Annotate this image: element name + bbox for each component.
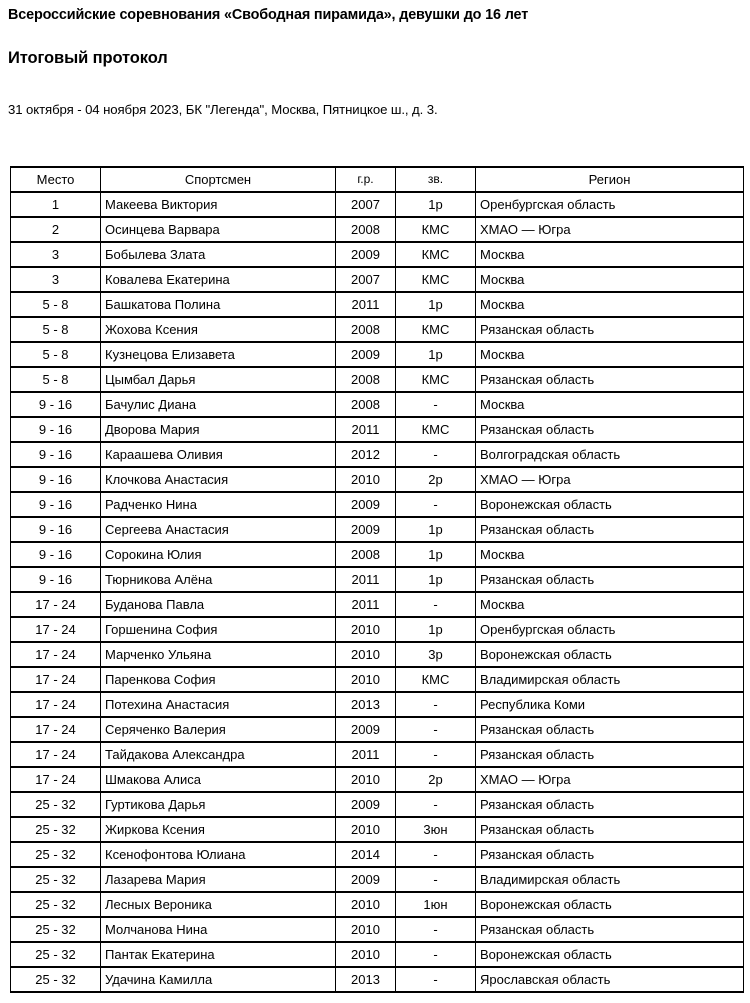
- cell-region: Рязанская область: [476, 417, 744, 442]
- cell-place: 5 - 8: [11, 342, 101, 367]
- cell-place: 17 - 24: [11, 667, 101, 692]
- table-row: [11, 442, 744, 467]
- cell-year: 2010: [336, 667, 396, 692]
- cell-rank: КМС: [396, 667, 476, 692]
- cell-year: 2007: [336, 267, 396, 292]
- cell-year: 2010: [336, 817, 396, 842]
- cell-year: 2010: [336, 892, 396, 917]
- cell-athlete: Бобылева Злата: [101, 242, 336, 267]
- cell-region: Рязанская область: [476, 742, 744, 767]
- table-row: [11, 367, 744, 392]
- cell-athlete: Пантак Екатерина: [101, 942, 336, 967]
- cell-rank: КМС: [396, 267, 476, 292]
- cell-rank: 1р: [396, 292, 476, 317]
- table-row: [11, 967, 744, 992]
- event-info-line: 31 октября - 04 ноября 2023, БК "Легенда", Москва, Пятницкое ш., д. 3.: [8, 102, 438, 117]
- cell-region: Ярославская область: [476, 967, 744, 992]
- cell-region: Москва: [476, 392, 744, 417]
- cell-region: Рязанская область: [476, 917, 744, 942]
- table-row: [11, 642, 744, 667]
- cell-athlete: Макеева Виктория: [101, 192, 336, 217]
- table-row: [11, 242, 744, 267]
- cell-region: Рязанская область: [476, 792, 744, 817]
- cell-place: 25 - 32: [11, 917, 101, 942]
- cell-rank: КМС: [396, 417, 476, 442]
- cell-region: Рязанская область: [476, 842, 744, 867]
- cell-athlete: Жохова Ксения: [101, 317, 336, 342]
- cell-year: 2013: [336, 967, 396, 992]
- cell-rank: -: [396, 742, 476, 767]
- results-table-container: [10, 166, 743, 993]
- cell-year: 2008: [336, 367, 396, 392]
- cell-athlete: Радченко Нина: [101, 492, 336, 517]
- cell-place: 25 - 32: [11, 892, 101, 917]
- cell-year: 2011: [336, 417, 396, 442]
- cell-year: 2011: [336, 292, 396, 317]
- table-row: [11, 667, 744, 692]
- cell-year: 2008: [336, 542, 396, 567]
- cell-region: Волгоградская область: [476, 442, 744, 467]
- cell-rank: КМС: [396, 217, 476, 242]
- cell-year: 2010: [336, 917, 396, 942]
- cell-athlete: Шмакова Алиса: [101, 767, 336, 792]
- cell-year: 2010: [336, 617, 396, 642]
- column-header-year: г.р.: [336, 167, 396, 192]
- cell-place: 9 - 16: [11, 492, 101, 517]
- table-row: [11, 192, 744, 217]
- cell-athlete: Сорокина Юлия: [101, 542, 336, 567]
- cell-year: 2011: [336, 742, 396, 767]
- cell-place: 5 - 8: [11, 292, 101, 317]
- cell-rank: -: [396, 942, 476, 967]
- cell-region: Москва: [476, 592, 744, 617]
- cell-rank: -: [396, 842, 476, 867]
- cell-region: Воронежская область: [476, 892, 744, 917]
- table-header: [11, 167, 744, 192]
- cell-rank: -: [396, 592, 476, 617]
- cell-athlete: Удачина Камилла: [101, 967, 336, 992]
- cell-region: Рязанская область: [476, 817, 744, 842]
- results-table: [10, 166, 744, 993]
- cell-rank: 1р: [396, 192, 476, 217]
- table-row: [11, 817, 744, 842]
- cell-rank: -: [396, 967, 476, 992]
- cell-athlete: Сергеева Анастасия: [101, 517, 336, 542]
- table-row: [11, 742, 744, 767]
- table-row: [11, 767, 744, 792]
- cell-rank: 3юн: [396, 817, 476, 842]
- cell-place: 25 - 32: [11, 867, 101, 892]
- cell-region: Воронежская область: [476, 492, 744, 517]
- cell-region: Рязанская область: [476, 517, 744, 542]
- cell-rank: 1р: [396, 617, 476, 642]
- cell-rank: 1р: [396, 567, 476, 592]
- cell-place: 25 - 32: [11, 842, 101, 867]
- cell-region: ХМАО — Югра: [476, 467, 744, 492]
- cell-year: 2009: [336, 792, 396, 817]
- cell-year: 2009: [336, 242, 396, 267]
- cell-year: 2007: [336, 192, 396, 217]
- cell-athlete: Молчанова Нина: [101, 917, 336, 942]
- cell-rank: КМС: [396, 367, 476, 392]
- table-body: [11, 192, 744, 992]
- cell-region: Республика Коми: [476, 692, 744, 717]
- cell-year: 2010: [336, 942, 396, 967]
- cell-region: Рязанская область: [476, 367, 744, 392]
- cell-rank: 1р: [396, 342, 476, 367]
- cell-year: 2011: [336, 567, 396, 592]
- table-row: [11, 392, 744, 417]
- cell-rank: -: [396, 867, 476, 892]
- cell-athlete: Бачулис Диана: [101, 392, 336, 417]
- cell-place: 17 - 24: [11, 767, 101, 792]
- cell-region: Оренбургская область: [476, 617, 744, 642]
- cell-rank: -: [396, 492, 476, 517]
- cell-rank: КМС: [396, 317, 476, 342]
- cell-athlete: Осинцева Варвара: [101, 217, 336, 242]
- cell-rank: -: [396, 917, 476, 942]
- cell-region: Москва: [476, 267, 744, 292]
- page-title: Всероссийские соревнования «Свободная пирамида», девушки до 16 лет: [8, 7, 529, 23]
- cell-year: 2011: [336, 592, 396, 617]
- cell-athlete: Лесных Вероника: [101, 892, 336, 917]
- cell-year: 2008: [336, 217, 396, 242]
- cell-athlete: Гуртикова Дарья: [101, 792, 336, 817]
- cell-athlete: Ксенофонтова Юлиана: [101, 842, 336, 867]
- cell-year: 2013: [336, 692, 396, 717]
- cell-athlete: Серяченко Валерия: [101, 717, 336, 742]
- cell-place: 25 - 32: [11, 817, 101, 842]
- cell-rank: 2р: [396, 467, 476, 492]
- cell-place: 25 - 32: [11, 942, 101, 967]
- column-header-athlete: Спортсмен: [101, 167, 336, 192]
- cell-place: 17 - 24: [11, 592, 101, 617]
- column-header-region: Регион: [476, 167, 744, 192]
- cell-place: 5 - 8: [11, 317, 101, 342]
- table-row: [11, 592, 744, 617]
- cell-athlete: Цымбал Дарья: [101, 367, 336, 392]
- cell-athlete: Потехина Анастасия: [101, 692, 336, 717]
- cell-rank: -: [396, 392, 476, 417]
- cell-athlete: Ковалева Екатерина: [101, 267, 336, 292]
- table-row: [11, 567, 744, 592]
- cell-place: 2: [11, 217, 101, 242]
- cell-athlete: Горшенина София: [101, 617, 336, 642]
- table-row: [11, 267, 744, 292]
- cell-athlete: Лазарева Мария: [101, 867, 336, 892]
- cell-athlete: Буданова Павла: [101, 592, 336, 617]
- table-row: [11, 867, 744, 892]
- cell-athlete: Тюрникова Алёна: [101, 567, 336, 592]
- cell-year: 2009: [336, 342, 396, 367]
- table-row: [11, 792, 744, 817]
- cell-athlete: Тайдакова Александра: [101, 742, 336, 767]
- cell-rank: 1р: [396, 517, 476, 542]
- cell-athlete: Кузнецова Елизавета: [101, 342, 336, 367]
- cell-place: 9 - 16: [11, 442, 101, 467]
- cell-athlete: Марченко Ульяна: [101, 642, 336, 667]
- cell-region: ХМАО — Югра: [476, 767, 744, 792]
- cell-rank: -: [396, 692, 476, 717]
- cell-place: 17 - 24: [11, 742, 101, 767]
- table-row: [11, 342, 744, 367]
- cell-athlete: Жиркова Ксения: [101, 817, 336, 842]
- cell-region: Москва: [476, 292, 744, 317]
- cell-place: 25 - 32: [11, 967, 101, 992]
- cell-region: Воронежская область: [476, 642, 744, 667]
- table-row: [11, 292, 744, 317]
- cell-place: 3: [11, 267, 101, 292]
- table-row: [11, 917, 744, 942]
- table-row: [11, 517, 744, 542]
- cell-year: 2012: [336, 442, 396, 467]
- cell-year: 2010: [336, 467, 396, 492]
- cell-year: 2009: [336, 717, 396, 742]
- cell-year: 2014: [336, 842, 396, 867]
- cell-year: 2009: [336, 867, 396, 892]
- table-row: [11, 617, 744, 642]
- cell-region: Москва: [476, 242, 744, 267]
- cell-rank: 3р: [396, 642, 476, 667]
- cell-year: 2009: [336, 517, 396, 542]
- table-row: [11, 717, 744, 742]
- cell-place: 9 - 16: [11, 567, 101, 592]
- cell-place: 25 - 32: [11, 792, 101, 817]
- cell-athlete: Караашева Оливия: [101, 442, 336, 467]
- table-row: [11, 492, 744, 517]
- table-row: [11, 842, 744, 867]
- cell-region: Владимирская область: [476, 667, 744, 692]
- column-header-place: Место: [11, 167, 101, 192]
- table-header-row: [11, 167, 744, 192]
- cell-year: 2009: [336, 492, 396, 517]
- table-row: [11, 542, 744, 567]
- table-row: [11, 892, 744, 917]
- table-row: [11, 217, 744, 242]
- cell-year: 2008: [336, 392, 396, 417]
- cell-region: Рязанская область: [476, 717, 744, 742]
- table-row: [11, 317, 744, 342]
- cell-place: 1: [11, 192, 101, 217]
- cell-rank: 2р: [396, 767, 476, 792]
- cell-athlete: Дворова Мария: [101, 417, 336, 442]
- document-type-heading: Итоговый протокол: [8, 49, 168, 67]
- cell-place: 3: [11, 242, 101, 267]
- cell-athlete: Башкатова Полина: [101, 292, 336, 317]
- cell-athlete: Паренкова София: [101, 667, 336, 692]
- cell-region: Оренбургская область: [476, 192, 744, 217]
- cell-region: Москва: [476, 542, 744, 567]
- cell-rank: 1юн: [396, 892, 476, 917]
- cell-rank: -: [396, 442, 476, 467]
- cell-place: 17 - 24: [11, 617, 101, 642]
- cell-place: 9 - 16: [11, 517, 101, 542]
- cell-region: ХМАО — Югра: [476, 217, 744, 242]
- cell-region: Рязанская область: [476, 567, 744, 592]
- cell-place: 9 - 16: [11, 417, 101, 442]
- cell-region: Воронежская область: [476, 942, 744, 967]
- cell-rank: 1р: [396, 542, 476, 567]
- table-row: [11, 417, 744, 442]
- cell-year: 2008: [336, 317, 396, 342]
- cell-region: Москва: [476, 342, 744, 367]
- cell-place: 17 - 24: [11, 642, 101, 667]
- cell-rank: -: [396, 717, 476, 742]
- table-row: [11, 467, 744, 492]
- cell-athlete: Клочкова Анастасия: [101, 467, 336, 492]
- cell-place: 17 - 24: [11, 692, 101, 717]
- cell-place: 9 - 16: [11, 467, 101, 492]
- cell-year: 2010: [336, 767, 396, 792]
- cell-place: 9 - 16: [11, 542, 101, 567]
- cell-place: 17 - 24: [11, 717, 101, 742]
- cell-rank: КМС: [396, 242, 476, 267]
- cell-region: Владимирская область: [476, 867, 744, 892]
- cell-region: Рязанская область: [476, 317, 744, 342]
- table-row: [11, 692, 744, 717]
- table-row: [11, 942, 744, 967]
- cell-year: 2010: [336, 642, 396, 667]
- cell-place: 9 - 16: [11, 392, 101, 417]
- column-header-rank: зв.: [396, 167, 476, 192]
- cell-rank: -: [396, 792, 476, 817]
- cell-place: 5 - 8: [11, 367, 101, 392]
